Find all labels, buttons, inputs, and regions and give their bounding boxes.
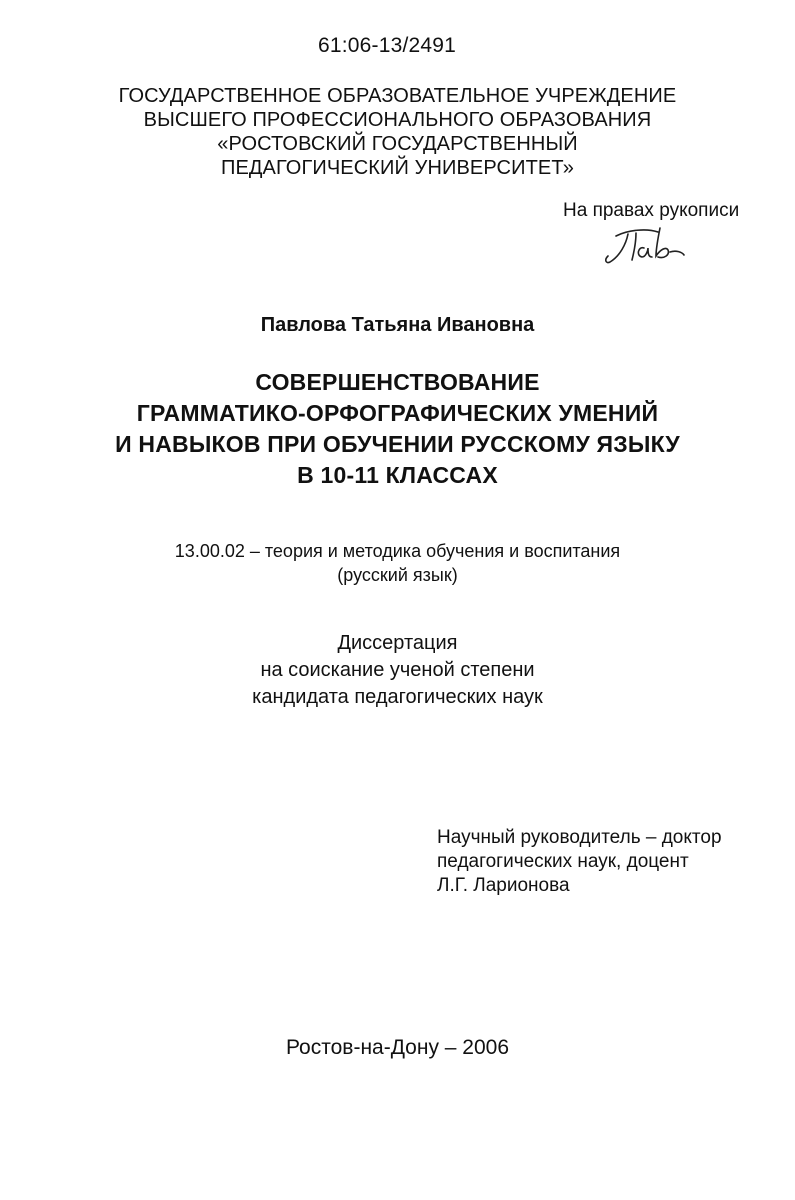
institution-line: ГОСУДАРСТВЕННОЕ ОБРАЗОВАТЕЛЬНОЕ УЧРЕЖДЕНИЕ xyxy=(118,85,677,107)
author-name: Павлова Татьяна Ивановна xyxy=(260,314,535,336)
institution-line: ПЕДАГОГИЧЕСКИЙ УНИВЕРСИТЕТ» xyxy=(221,157,574,179)
specialty-code: 13.00.02 – теория и методика обучения и воспитания xyxy=(174,541,621,561)
title-line: ГРАММАТИКО-ОРФОГРАФИЧЕСКИХ УМЕНИЙ xyxy=(136,400,659,426)
title-line: И НАВЫКОВ ПРИ ОБУЧЕНИИ РУССКОМУ ЯЗЫКУ xyxy=(115,431,680,457)
supervisor-line: Научный руководитель – доктор xyxy=(437,827,722,848)
signature-icon xyxy=(598,222,698,272)
catalog-number: 61:06-13/2491 xyxy=(318,34,457,57)
institution-line: «РОСТОВСКИЙ ГОСУДАРСТВЕННЫЙ xyxy=(217,133,578,155)
degree-line: Диссертация xyxy=(337,632,458,654)
supervisor-line: педагогических наук, доцент xyxy=(437,851,689,872)
degree-line: кандидата педагогических наук xyxy=(252,686,543,708)
manuscript-note: На правах рукописи xyxy=(563,200,740,221)
degree-statement xyxy=(0,630,795,711)
degree-line: на соискание ученой степени xyxy=(260,659,535,681)
city-year: Ростов-на-Дону – 2006 xyxy=(285,1036,510,1059)
supervisor-name: Л.Г. Ларионова xyxy=(437,875,570,896)
dissertation-title xyxy=(0,367,795,491)
institution-header xyxy=(0,84,795,180)
specialty xyxy=(0,539,795,587)
title-line: В 10-11 КЛАССАХ xyxy=(297,462,498,488)
supervisor-block xyxy=(437,826,767,898)
institution-line: ВЫСШЕГО ПРОФЕССИОНАЛЬНОГО ОБРАЗОВАНИЯ xyxy=(143,109,652,131)
title-line: СОВЕРШЕНСТВОВАНИЕ xyxy=(255,369,540,395)
specialty-subject: (русский язык) xyxy=(337,565,458,585)
